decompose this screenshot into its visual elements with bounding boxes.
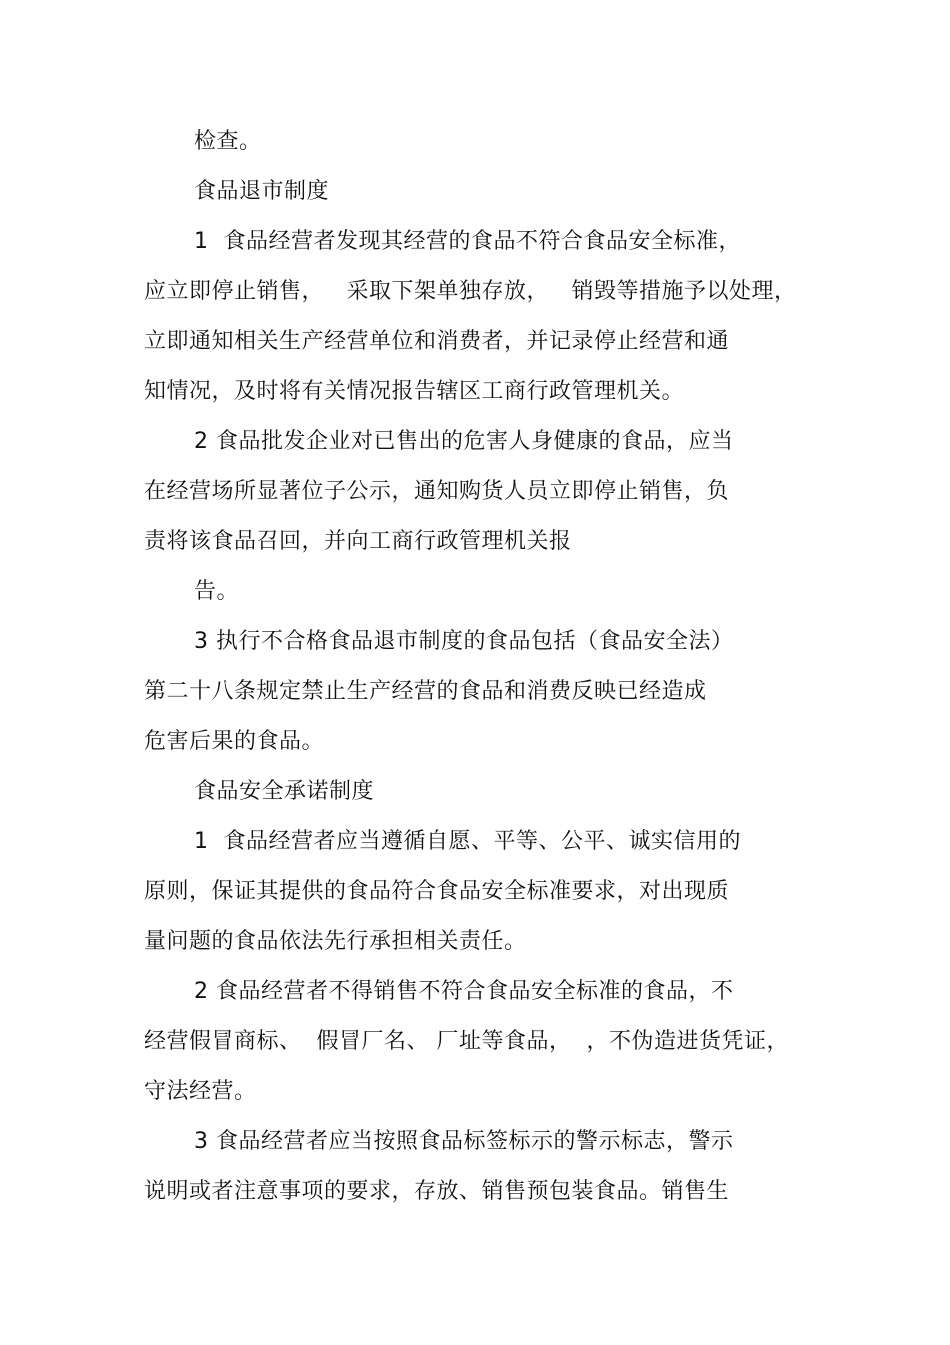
text-line: 危害后果的食品。 — [144, 729, 325, 754]
text-line-closing-check: 检查。 — [194, 129, 262, 154]
text-line: 应立即停止销售， 采取下架单独存放， 销毁等措施予以处理， — [144, 279, 797, 304]
text-line: 在经营场所显著位子公示，通知购货人员立即停止销售，负 — [144, 479, 730, 504]
text-line: 原则，保证其提供的食品符合食品安全标准要求，对出现质 — [144, 879, 730, 904]
text-line: 3 食品经营者应当按照食品标签标示的警示标志，警示 — [194, 1129, 734, 1154]
text-line: 3 执行不合格食品退市制度的食品包括（食品安全法） — [194, 629, 734, 654]
section-heading-safety-commitment: 食品安全承诺制度 — [194, 779, 375, 804]
text-line: 责将该食品召回，并向工商行政管理机关报 — [144, 529, 572, 554]
text-line: 2 食品经营者不得销售不符合食品安全标准的食品，不 — [194, 979, 734, 1004]
text-line: 2 食品批发企业对已售出的危害人身健康的食品，应当 — [194, 429, 734, 454]
text-line: 知情况，及时将有关情况报告辖区工商行政管理机关。 — [144, 379, 685, 404]
text-line: 守法经营。 — [144, 1079, 257, 1104]
text-line: 经营假冒商标、 假冒厂名、 厂址等食品， ，不伪造进货凭证， — [144, 1029, 789, 1054]
text-line: 说明或者注意事项的要求，存放、销售预包装食品。销售生 — [144, 1179, 730, 1204]
text-line: 1 食品经营者应当遵循自愿、平等、公平、诚实信用的 — [194, 829, 741, 854]
section-heading-recall-system: 食品退市制度 — [194, 179, 330, 204]
text-line: 量问题的食品依法先行承担相关责任。 — [144, 929, 527, 954]
text-line: 第二十八条规定禁止生产经营的食品和消费反映已经造成 — [144, 679, 707, 704]
text-line: 告。 — [194, 579, 240, 604]
text-line: 1 食品经营者发现其经营的食品不符合食品安全标准， — [194, 229, 741, 254]
text-line: 立即通知相关生产经营单位和消费者，并记录停止经营和通 — [144, 329, 730, 354]
